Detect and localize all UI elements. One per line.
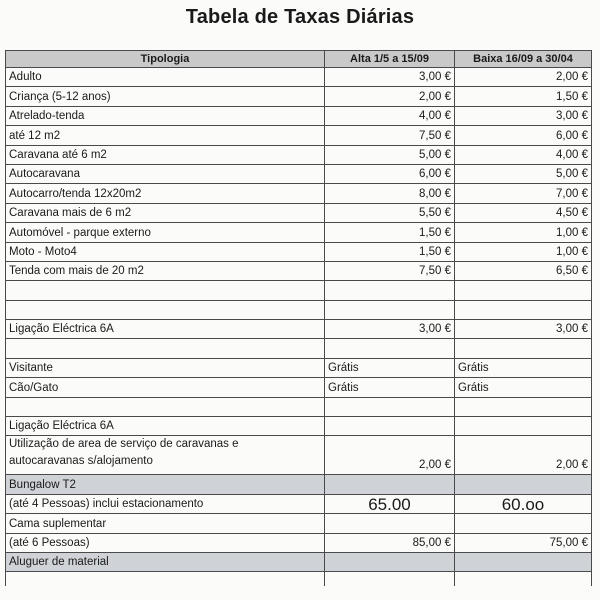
- row-label: Adulto: [6, 68, 325, 87]
- table-row: [6, 242, 592, 261]
- table-row: [6, 261, 592, 280]
- table-row: [6, 184, 592, 203]
- pet-row: [6, 378, 592, 397]
- row-label: Automóvel - parque externo: [6, 223, 325, 242]
- row-high-price: 5,00 €: [325, 145, 455, 164]
- bungalow-label: Bungalow T2: [6, 475, 325, 494]
- bungalow-high-price: 65.00: [325, 494, 455, 513]
- pet-high-price: Grátis: [325, 378, 455, 397]
- table-row: [6, 223, 592, 242]
- visitor-high-price: Grátis: [325, 358, 455, 377]
- table-row: [6, 106, 592, 125]
- row-low-price: 1,00 €: [455, 242, 592, 261]
- pet-label: Cão/Gato: [6, 378, 325, 397]
- row-low-price: 6,00 €: [455, 126, 592, 145]
- row-high-price: 7,50 €: [325, 126, 455, 145]
- row-label: Caravana até 6 m2: [6, 145, 325, 164]
- bungalow-sub-label: (até 4 Pessoas) inclui estacionamento: [6, 494, 325, 513]
- visitor-label: Visitante: [6, 358, 325, 377]
- row-high-price: 1,50 €: [325, 223, 455, 242]
- empty-row: [6, 281, 592, 300]
- extra-bed-low-price: 75,00 €: [455, 533, 592, 552]
- header-high-season: Alta 1/5 a 15/09: [325, 51, 455, 68]
- row-high-price: 6,00 €: [325, 164, 455, 183]
- service-label-line2: autocaravanas s/alojamento: [9, 455, 153, 468]
- row-label: Atrelado-tenda: [6, 106, 325, 125]
- service-high-price: 2,00 €: [325, 436, 455, 475]
- extra-bed-row: [6, 533, 592, 552]
- visitor-low-price: Grátis: [455, 358, 592, 377]
- row-label: Criança (5-12 anos): [6, 87, 325, 106]
- row-low-price: 3,00 €: [455, 106, 592, 125]
- pet-low-price: Grátis: [455, 378, 592, 397]
- table-row: [6, 145, 592, 164]
- header-row: [6, 51, 592, 68]
- table-row: [6, 203, 592, 222]
- rates-table: [5, 50, 592, 586]
- extra-bed-header-row: [6, 514, 592, 533]
- bungalow-row: [6, 494, 592, 513]
- service-label-line1: Utilização de area de serviço de caravanas e: [9, 438, 239, 451]
- row-high-price: 2,00 €: [325, 87, 455, 106]
- rental-row: [6, 552, 592, 571]
- bungalow-header-row: [6, 475, 592, 494]
- row-low-price: 4,00 €: [455, 145, 592, 164]
- visitor-row: [6, 358, 592, 377]
- electric2-label: Ligação Eléctrica 6A: [6, 417, 325, 436]
- electric-row: [6, 320, 592, 339]
- extra-bed-label: Cama suplementar: [6, 514, 325, 533]
- page-title: Tabela de Taxas Diárias: [185, 6, 415, 28]
- row-label: até 12 m2: [6, 126, 325, 145]
- row-label: Autocarro/tenda 12x20m2: [6, 184, 325, 203]
- row-low-price: 5,00 €: [455, 164, 592, 183]
- row-low-price: 2,00 €: [455, 68, 592, 87]
- service-low-price: 2,00 €: [455, 436, 592, 475]
- extra-bed-sub-label: (até 6 Pessoas): [6, 533, 325, 552]
- empty-row: [6, 339, 592, 358]
- row-low-price: 1,00 €: [455, 223, 592, 242]
- electric2-row: [6, 417, 592, 436]
- row-label: Moto - Moto4: [6, 242, 325, 261]
- bungalow-low-price: 60.oo: [455, 494, 592, 513]
- header-category: Tipologia: [6, 51, 325, 68]
- row-low-price: 6,50 €: [455, 261, 592, 280]
- electric-label: Ligação Eléctrica 6A: [6, 320, 325, 339]
- row-high-price: 8,00 €: [325, 184, 455, 203]
- row-label: Tenda com mais de 20 m2: [6, 261, 325, 280]
- row-high-price: 7,50 €: [325, 261, 455, 280]
- service-label: [6, 436, 325, 475]
- row-low-price: 1,50 €: [455, 87, 592, 106]
- table-row: [6, 87, 592, 106]
- empty-row: [6, 397, 592, 416]
- row-high-price: 3,00 €: [325, 68, 455, 87]
- electric-high-price: 3,00 €: [325, 320, 455, 339]
- service-row: [6, 436, 592, 475]
- empty-row: [6, 300, 592, 319]
- table-row: [6, 164, 592, 183]
- row-low-price: 7,00 €: [455, 184, 592, 203]
- header-low-season: Baixa 16/09 a 30/04: [455, 51, 592, 68]
- extra-bed-high-price: 85,00 €: [325, 533, 455, 552]
- row-high-price: 4,00 €: [325, 106, 455, 125]
- rental-label: Aluguer de material: [6, 552, 325, 571]
- empty-row: [6, 572, 592, 587]
- row-low-price: 4,50 €: [455, 203, 592, 222]
- row-high-price: 5,50 €: [325, 203, 455, 222]
- row-high-price: 1,50 €: [325, 242, 455, 261]
- table-row: [6, 126, 592, 145]
- electric-low-price: 3,00 €: [455, 320, 592, 339]
- row-label: Autocaravana: [6, 164, 325, 183]
- table-row: [6, 68, 592, 87]
- row-label: Caravana mais de 6 m2: [6, 203, 325, 222]
